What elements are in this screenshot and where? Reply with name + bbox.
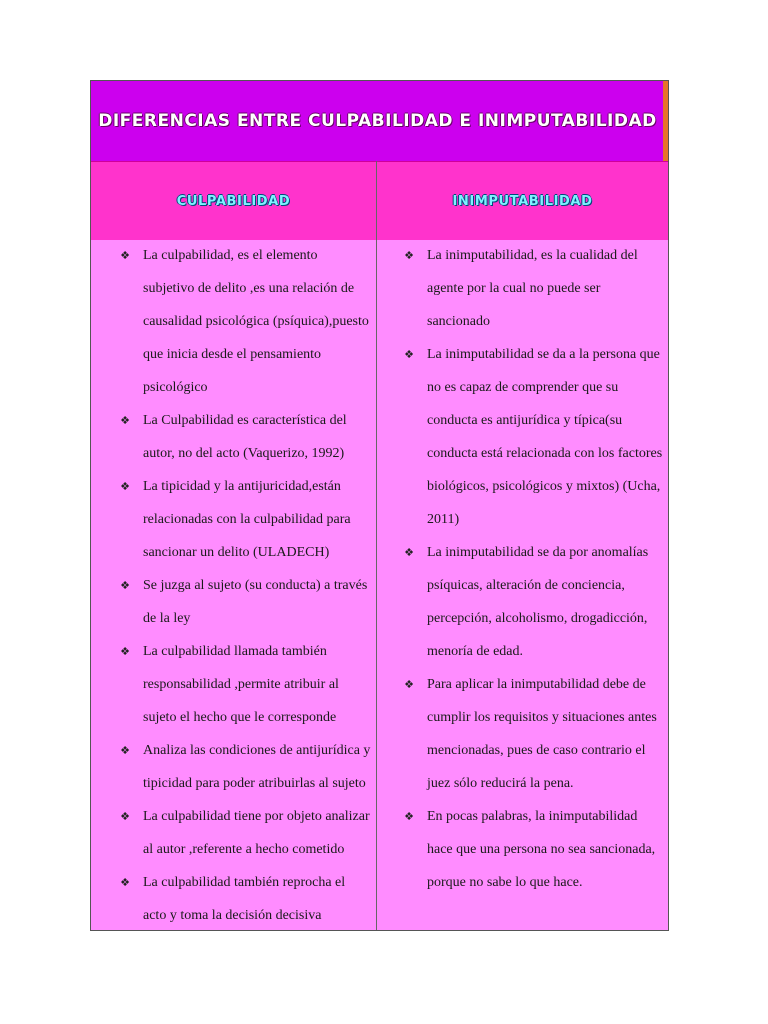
list-item [399,536,665,668]
list-item-text: La tipicidad y la antijuricidad,están relacionadas con la culpabilidad para sancionar un delito (ULADECH) [143,479,351,560]
list-item [399,668,665,800]
diamond-bullet-icon: ❖ [404,678,414,691]
diamond-bullet-icon: ❖ [120,810,130,823]
culpabilidad-column [115,239,371,932]
diamond-bullet-icon: ❖ [404,249,414,262]
list-item [115,866,371,932]
list-item [399,338,665,536]
list-item [399,239,665,338]
list-item-text: Se juzga al sujeto (su conducta) a través de la ley [143,578,368,626]
list-item [115,800,371,866]
list-item [115,470,371,569]
list-item-text: La inimputabilidad se da por anomalías psíquicas, alteración de conciencia, percepción, alcoholismo, drogadicción, menoría de edad. [427,545,649,659]
title-row [91,81,664,161]
diamond-bullet-icon: ❖ [404,348,414,361]
list-item-text: La culpabilidad también reprocha el acto y toma la decisión decisiva [143,875,346,923]
list-item [115,404,371,470]
diamond-bullet-icon: ❖ [120,249,130,262]
list-item-text: La inimputabilidad se da a la persona que no es capaz de comprender que su conducta es antijurídica y típica(su conducta está relacionada con los factores biológicos, psicológicos y mixtos) (Ucha, 2011) [427,347,663,527]
diamond-bullet-icon: ❖ [404,810,414,823]
list-item [115,569,371,635]
diamond-bullet-icon: ❖ [404,546,414,559]
list-item-text: Para aplicar la inimputabilidad debe de cumplir los requisitos y situaciones antes mencionadas, pues de caso contrario el juez sólo reducirá la pena. [427,677,657,791]
inimputabilidad-column [399,239,665,899]
list-item [115,239,371,404]
diamond-bullet-icon: ❖ [120,645,130,658]
inimputabilidad-list [399,239,665,899]
column-divider [376,161,377,930]
diamond-bullet-icon: ❖ [120,579,130,592]
table-title: DIFERENCIAS ENTRE CULPABILIDAD E INIMPUTABILIDAD [98,111,657,131]
list-item [115,734,371,800]
diamond-bullet-icon: ❖ [120,414,130,427]
list-item-text: La Culpabilidad es característica del autor, no del acto (Vaquerizo, 1992) [143,413,347,461]
title-edge-accent [663,81,668,161]
culpabilidad-list [115,239,371,932]
comparison-table [90,80,669,931]
diamond-bullet-icon: ❖ [120,480,130,493]
inimputabilidad-header: INIMPUTABILIDAD [452,193,593,209]
list-item-text: La culpabilidad, es el elemento subjetivo de delito ,es una relación de causalidad psicológica (psíquica),puesto que inicia desde el pensamiento psicológico [143,248,369,395]
list-item-text: En pocas palabras, la inimputabilidad hace que una persona no sea sancionada, porque no sabe lo que hace. [427,809,656,890]
diamond-bullet-icon: ❖ [120,876,130,889]
list-item [115,635,371,734]
list-item-text: La culpabilidad llamada también responsabilidad ,permite atribuir al sujeto el hecho que le corresponde [143,644,339,725]
column-header-row [91,161,668,240]
list-item-text: La inimputabilidad, es la cualidad del agente por la cual no puede ser sancionado [427,248,638,329]
culpabilidad-header: CULPABILIDAD [176,193,291,209]
list-item-text: La culpabilidad tiene por objeto analizar al autor ,referente a hecho cometido [143,809,370,857]
list-item [399,800,665,899]
list-item-text: Analiza las condiciones de antijurídica y tipicidad para poder atribuirlas al sujeto [143,743,371,791]
diamond-bullet-icon: ❖ [120,744,130,757]
